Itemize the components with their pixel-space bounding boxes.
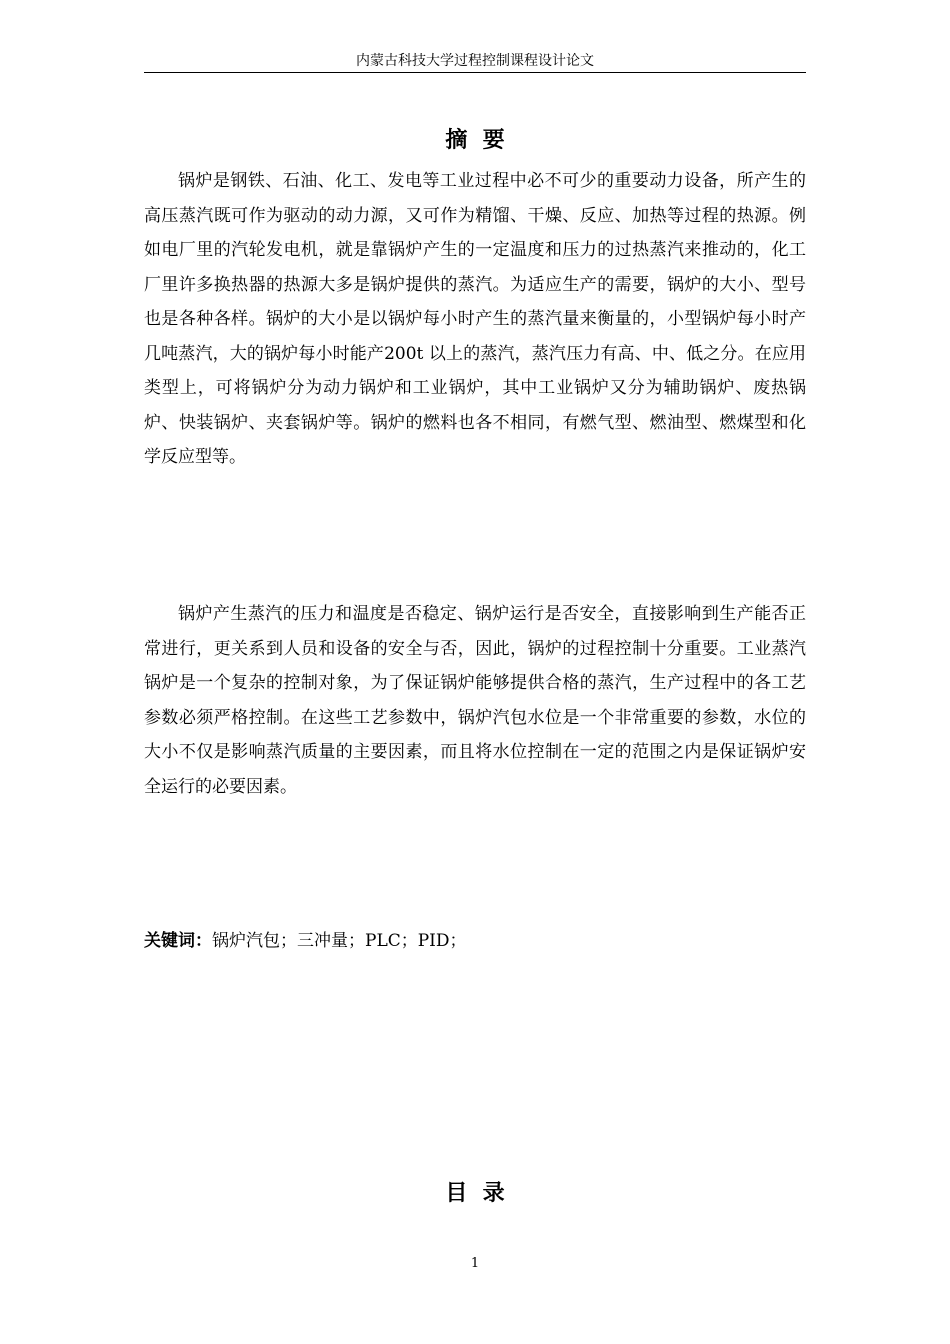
keywords-value: 锅炉汽包；三冲量；PLC；PID； [212,931,467,951]
keywords-line [144,926,806,956]
abstract-title: 摘 要 [445,128,505,153]
keywords-label: 关键词： [144,931,212,951]
running-header: 内蒙古科技大学过程控制课程设计论文 [356,53,594,69]
header-rule [144,72,806,73]
toc-title: 目 录 [445,1181,505,1206]
abstract-paragraph-2-block [144,597,806,804]
abstract-paragraph: 锅炉是钢铁、石油、化工、发电等工业过程中必不可少的重要动力设备，所产生的高压蒸汽既可作为驱动的动力源，又可作为精馏、干燥、反应、加热等过程的热源。例如电厂里的汽轮发电机，就是靠锅炉产生的一定温度和压力的过热蒸汽来推动的，化工厂里许多换热器的热源大多是锅炉提供的蒸汽。为适应生产的需要，锅炉的大小、型号也是各种各样。锅炉的大小是以锅炉每小时产生的蒸汽量来衡量的，小型锅炉每小时产几吨蒸汽，大的锅炉每小时能产200t 以上的蒸汽，蒸汽压力有高、中、低之分。在应用类型上，可将锅炉分为动力锅炉和工业锅炉，其中工业锅炉又分为辅助锅炉、废热锅炉、快装锅炉、夹套锅炉等。锅炉的燃料也各不相同，有燃气型、燃油型、燃煤型和化学反应型等。 [144,171,806,467]
page-number: 1 [470,1256,480,1271]
abstract-paragraph-1-block [144,164,806,475]
abstract-paragraph: 锅炉产生蒸汽的压力和温度是否稳定、锅炉运行是否安全，直接影响到生产能否正常进行，更关系到人员和设备的安全与否，因此，锅炉的过程控制十分重要。工业蒸汽锅炉是一个复杂的控制对象，为了保证锅炉能够提供合格的蒸汽，生产过程中的各工艺参数必须严格控制。在这些工艺参数中，锅炉汽包水位是一个非常重要的参数，水位的大小不仅是影响蒸汽质量的主要因素，而且将水位控制在一定的范围之内是保证锅炉安全运行的必要因素。 [144,604,806,797]
